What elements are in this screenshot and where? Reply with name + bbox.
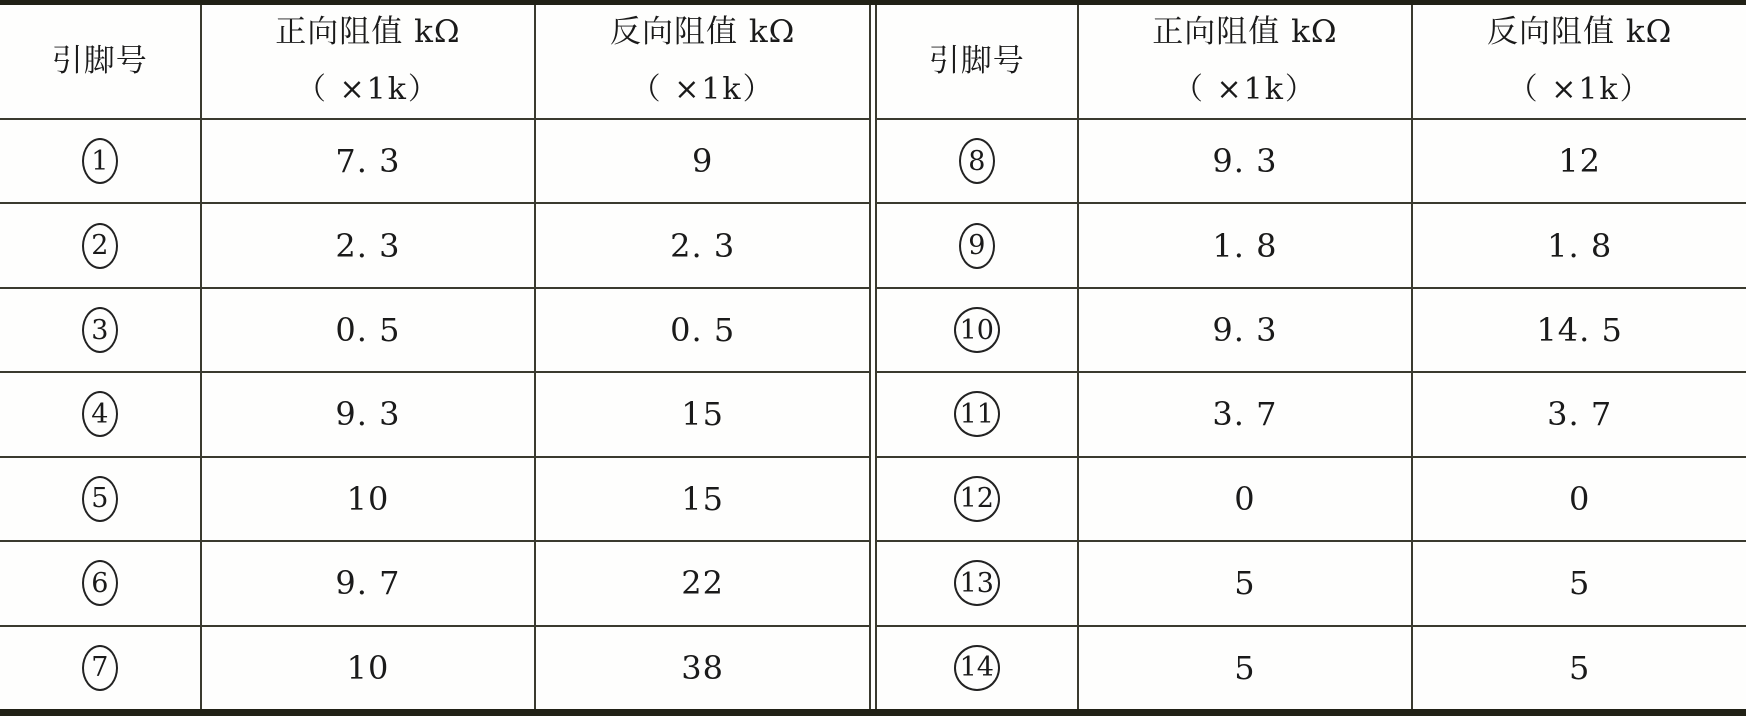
pin-cell: [877, 627, 1079, 709]
forward-multiplier-label: （ ×1k）: [1172, 72, 1317, 108]
pin-cell: [0, 458, 202, 540]
table-row: [0, 456, 869, 540]
pin-number: 2: [91, 230, 109, 262]
pin-badge: [82, 645, 118, 691]
pin-number: 4: [91, 398, 109, 430]
reverse-value-cell: [1413, 458, 1746, 540]
header-cell-pin: [0, 5, 202, 118]
header-cell-reverse: [1413, 5, 1746, 118]
reverse-value: 5: [1568, 564, 1591, 603]
reverse-value: 22: [681, 564, 724, 603]
forward-value-cell: [1079, 289, 1414, 371]
header-cell-forward: [1079, 5, 1414, 118]
pin-badge: [82, 223, 118, 269]
pin-number: 10: [959, 314, 994, 346]
pin-number: 14: [959, 652, 994, 684]
forward-value: 2. 3: [335, 226, 401, 265]
forward-value-cell: [1079, 373, 1414, 455]
forward-value: 10: [346, 479, 390, 518]
reverse-value-cell: [536, 373, 869, 455]
header-cell-reverse: [536, 5, 869, 118]
table-row: [877, 287, 1746, 371]
pin-badge: [954, 307, 1000, 353]
reverse-value: 15: [681, 395, 724, 434]
reverse-value-cell: [536, 120, 869, 202]
forward-value-cell: [202, 542, 537, 624]
forward-value-cell: [1079, 627, 1414, 709]
forward-value-cell: [202, 458, 537, 540]
reverse-value-cell: [1413, 373, 1746, 455]
forward-value-cell: [202, 289, 537, 371]
reverse-value-cell: [536, 542, 869, 624]
resistance-table-right: [877, 5, 1746, 709]
forward-value: 5: [1234, 648, 1256, 687]
header-cell-pin: [877, 5, 1079, 118]
reverse-value-cell: [1413, 289, 1746, 371]
forward-value-cell: [1079, 204, 1414, 286]
reverse-value-cell: [536, 458, 869, 540]
pin-header-label: 引脚号: [51, 42, 148, 79]
reverse-value: 15: [681, 479, 724, 518]
pin-badge: [82, 138, 118, 184]
reverse-value: 38: [681, 648, 724, 687]
forward-value: 9. 7: [335, 564, 401, 603]
reverse-value-cell: [536, 204, 869, 286]
pin-badge: [954, 476, 1000, 522]
forward-value-cell: [202, 627, 537, 709]
forward-value: 5: [1234, 564, 1256, 603]
pin-badge: [954, 560, 1000, 606]
header-cell-forward: [202, 5, 537, 118]
column-divider: [869, 5, 877, 709]
reverse-value: 14. 5: [1536, 311, 1623, 350]
forward-value-cell: [202, 204, 537, 286]
pin-badge: [959, 138, 995, 184]
pin-cell: [877, 204, 1079, 286]
pin-cell: [0, 373, 202, 455]
forward-value: 10: [346, 648, 390, 687]
forward-value-cell: [202, 120, 537, 202]
reverse-value: 5: [1568, 648, 1591, 687]
pin-number: 13: [959, 567, 994, 599]
forward-header-label: 正向阻值 kΩ: [1152, 13, 1338, 50]
forward-value: 0: [1234, 479, 1256, 518]
pin-cell: [0, 542, 202, 624]
reverse-header-label: 反向阻值 kΩ: [1486, 13, 1673, 50]
pin-number: 12: [959, 483, 994, 515]
table-row: [0, 202, 869, 286]
forward-value: 3. 7: [1212, 395, 1278, 434]
reverse-value-cell: [1413, 542, 1746, 624]
forward-multiplier-label: （ ×1k）: [295, 72, 440, 108]
pin-number: 9: [968, 230, 986, 262]
forward-value: 7. 3: [335, 142, 401, 181]
pin-header-label: 引脚号: [928, 42, 1025, 79]
table-row: [877, 202, 1746, 286]
pin-cell: [877, 542, 1079, 624]
reverse-value: 0. 5: [670, 311, 736, 350]
pin-cell: [0, 204, 202, 286]
pin-cell: [877, 289, 1079, 371]
pin-badge: [954, 391, 1000, 437]
pin-badge: [82, 307, 118, 353]
table-row: [0, 371, 869, 455]
table-row: [877, 625, 1746, 709]
pin-number: 8: [968, 145, 986, 177]
table-row: [0, 540, 869, 624]
forward-value-cell: [1079, 120, 1414, 202]
pin-cell: [877, 120, 1079, 202]
reverse-value-cell: [1413, 627, 1746, 709]
pin-number: 7: [91, 652, 109, 684]
pin-cell: [0, 289, 202, 371]
forward-value: 9. 3: [1212, 142, 1278, 181]
reverse-value-cell: [1413, 120, 1746, 202]
pin-cell: [877, 373, 1079, 455]
table-row: [0, 287, 869, 371]
table-row: [0, 625, 869, 709]
forward-header-label: 正向阻值 kΩ: [275, 13, 461, 50]
header-row: [0, 5, 869, 118]
pin-cell: [0, 120, 202, 202]
forward-value-cell: [1079, 542, 1414, 624]
reverse-multiplier-label: （ ×1k）: [1507, 72, 1652, 108]
forward-value: 1. 8: [1212, 226, 1278, 265]
pin-number: 1: [91, 145, 109, 177]
forward-value: 9. 3: [335, 395, 401, 434]
reverse-value-cell: [536, 289, 869, 371]
reverse-value-cell: [536, 627, 869, 709]
reverse-value: 1. 8: [1547, 226, 1613, 265]
forward-value-cell: [1079, 458, 1414, 540]
reverse-value: 3. 7: [1547, 395, 1613, 434]
pin-number: 11: [959, 398, 994, 430]
pin-badge: [82, 391, 118, 437]
pin-cell: [0, 627, 202, 709]
table-row: [0, 118, 869, 202]
pin-badge: [82, 560, 118, 606]
table-row: [877, 371, 1746, 455]
reverse-value-cell: [1413, 204, 1746, 286]
pin-cell: [877, 458, 1079, 540]
pin-number: 3: [91, 314, 109, 346]
pin-number: 6: [91, 567, 109, 599]
reverse-value: 9: [691, 142, 714, 181]
reverse-header-label: 反向阻值 kΩ: [609, 13, 796, 50]
forward-value: 0. 5: [335, 311, 401, 350]
table-row: [877, 118, 1746, 202]
reverse-value: 12: [1558, 142, 1601, 181]
pin-badge: [82, 476, 118, 522]
pin-number: 5: [91, 483, 109, 515]
resistance-table-left: [0, 5, 869, 709]
pin-badge: [959, 223, 995, 269]
table-row: [877, 540, 1746, 624]
pin-badge: [954, 645, 1000, 691]
forward-value: 9. 3: [1212, 311, 1278, 350]
reverse-value: 0: [1568, 479, 1591, 518]
forward-value-cell: [202, 373, 537, 455]
reverse-value: 2. 3: [670, 226, 736, 265]
table-row: [877, 456, 1746, 540]
reverse-multiplier-label: （ ×1k）: [630, 72, 775, 108]
header-row: [877, 5, 1746, 118]
